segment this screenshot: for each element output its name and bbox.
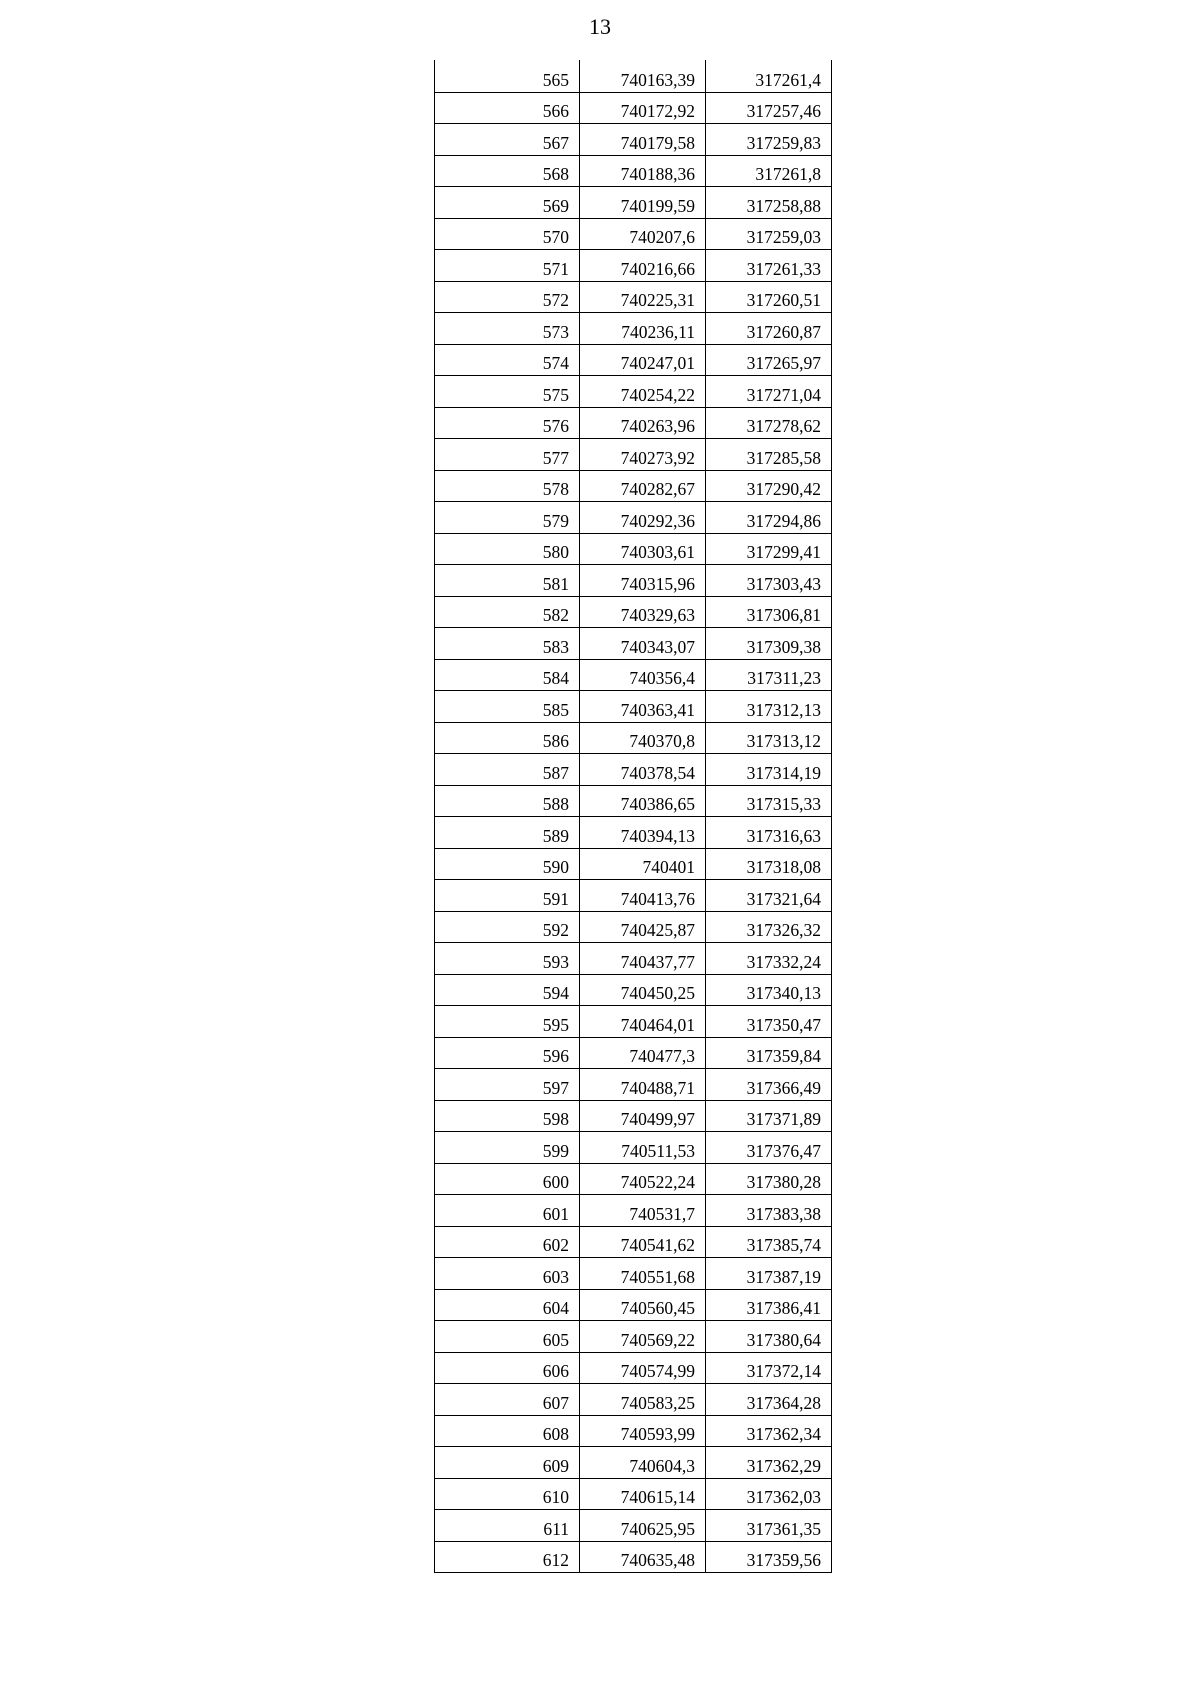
y-coordinate-cell: 317371,89 (705, 1101, 831, 1132)
y-coordinate-cell: 317340,13 (705, 975, 831, 1006)
point-number-cell: 584 (542, 668, 569, 688)
y-coordinate-cell: 317359,56 (705, 1542, 831, 1573)
y-coordinate-cell: 317312,13 (705, 691, 831, 722)
x-coordinate-cell: 740477,3 (579, 1038, 705, 1069)
x-coordinate-cell: 740163,39 (579, 60, 705, 92)
page-number: 13 (589, 14, 611, 39)
table-row (435, 1163, 831, 1195)
point-number-cell: 589 (542, 825, 569, 846)
y-coordinate-cell: 317380,64 (705, 1321, 831, 1352)
y-coordinate-cell: 317259,83 (705, 124, 831, 155)
x-coordinate-cell: 740370,8 (579, 723, 705, 754)
table-row (435, 722, 831, 754)
y-coordinate-cell: 317261,33 (705, 250, 831, 281)
table-row (435, 1509, 831, 1541)
table-row (435, 375, 831, 407)
x-coordinate-cell: 740511,53 (579, 1132, 705, 1163)
x-coordinate-cell: 740583,25 (579, 1384, 705, 1415)
point-number-cell: 598 (542, 1109, 569, 1129)
x-coordinate-cell: 740450,25 (579, 975, 705, 1006)
table-row (435, 186, 831, 218)
table-row (435, 60, 831, 92)
coordinates-table (434, 60, 832, 1573)
y-coordinate-cell: 317383,38 (705, 1195, 831, 1226)
x-coordinate-cell: 740574,99 (579, 1353, 705, 1384)
y-coordinate-cell: 317294,86 (705, 502, 831, 533)
point-number-cell: 585 (542, 699, 569, 720)
x-coordinate-cell: 740236,11 (579, 313, 705, 344)
table-row (435, 470, 831, 502)
x-coordinate-cell: 740216,66 (579, 250, 705, 281)
y-coordinate-cell: 317271,04 (705, 376, 831, 407)
y-coordinate-cell: 317309,38 (705, 628, 831, 659)
table-row (435, 1005, 831, 1037)
y-coordinate-cell: 317261,8 (705, 156, 831, 187)
point-number-cell: 607 (542, 1392, 569, 1413)
y-coordinate-cell: 317321,64 (705, 880, 831, 911)
point-number-cell: 593 (542, 951, 569, 972)
table-row (435, 659, 831, 691)
x-coordinate-cell: 740386,65 (579, 786, 705, 817)
table-row (435, 249, 831, 281)
point-number-cell: 605 (542, 1329, 569, 1350)
table-row (435, 974, 831, 1006)
y-coordinate-cell: 317299,41 (705, 534, 831, 565)
y-coordinate-cell: 317376,47 (705, 1132, 831, 1163)
y-coordinate-cell: 317315,33 (705, 786, 831, 817)
y-coordinate-cell: 317265,97 (705, 345, 831, 376)
y-coordinate-cell: 317364,28 (705, 1384, 831, 1415)
table-row (435, 501, 831, 533)
x-coordinate-cell: 740225,31 (579, 282, 705, 313)
y-coordinate-cell: 317306,81 (705, 597, 831, 628)
table-row (435, 155, 831, 187)
y-coordinate-cell: 317316,63 (705, 817, 831, 848)
point-number-cell: 604 (542, 1298, 569, 1318)
x-coordinate-cell: 740499,97 (579, 1101, 705, 1132)
table-row (435, 942, 831, 974)
x-coordinate-cell: 740604,3 (579, 1447, 705, 1478)
x-coordinate-cell: 740199,59 (579, 187, 705, 218)
table-row (435, 1257, 831, 1289)
x-coordinate-cell: 740569,22 (579, 1321, 705, 1352)
y-coordinate-cell: 317258,88 (705, 187, 831, 218)
table-row (435, 1289, 831, 1321)
y-coordinate-cell: 317380,28 (705, 1164, 831, 1195)
x-coordinate-cell: 740394,13 (579, 817, 705, 848)
y-coordinate-cell: 317385,74 (705, 1227, 831, 1258)
x-coordinate-cell: 740531,7 (579, 1195, 705, 1226)
x-coordinate-cell: 740282,67 (579, 471, 705, 502)
x-coordinate-cell: 740273,92 (579, 439, 705, 470)
point-number-cell: 577 (542, 447, 569, 468)
x-coordinate-cell: 740593,99 (579, 1416, 705, 1447)
y-coordinate-cell: 317257,46 (705, 93, 831, 124)
table-row (435, 92, 831, 124)
y-coordinate-cell: 317318,08 (705, 849, 831, 880)
table-row (435, 123, 831, 155)
point-number-cell: 601 (542, 1203, 569, 1224)
point-number-cell: 574 (542, 353, 569, 373)
table-row (435, 596, 831, 628)
point-number-cell: 580 (542, 542, 569, 562)
point-number-cell: 600 (542, 1172, 569, 1192)
point-number-cell: 578 (542, 479, 569, 499)
x-coordinate-cell: 740437,77 (579, 943, 705, 974)
x-coordinate-cell: 740179,58 (579, 124, 705, 155)
x-coordinate-cell: 740343,07 (579, 628, 705, 659)
table-row (435, 1320, 831, 1352)
y-coordinate-cell: 317350,47 (705, 1006, 831, 1037)
point-number-cell: 565 (542, 69, 569, 90)
point-number-cell: 582 (542, 605, 569, 625)
table-row (435, 1415, 831, 1447)
x-coordinate-cell: 740378,54 (579, 754, 705, 785)
point-number-cell: 571 (542, 258, 569, 279)
y-coordinate-cell: 317303,43 (705, 565, 831, 596)
x-coordinate-cell: 740541,62 (579, 1227, 705, 1258)
point-number-cell: 612 (542, 1550, 569, 1570)
x-coordinate-cell: 740522,24 (579, 1164, 705, 1195)
y-coordinate-cell: 317362,34 (705, 1416, 831, 1447)
x-coordinate-cell: 740303,61 (579, 534, 705, 565)
table-row (435, 312, 831, 344)
table-row (435, 533, 831, 565)
point-number-cell: 575 (542, 384, 569, 405)
table-row (435, 911, 831, 943)
x-coordinate-cell: 740292,36 (579, 502, 705, 533)
y-coordinate-cell: 317386,41 (705, 1290, 831, 1321)
table-row (435, 879, 831, 911)
table-row (435, 690, 831, 722)
table-row (435, 564, 831, 596)
x-coordinate-cell: 740413,76 (579, 880, 705, 911)
point-number-cell: 569 (542, 195, 569, 216)
table-row (435, 1383, 831, 1415)
x-coordinate-cell: 740172,92 (579, 93, 705, 124)
y-coordinate-cell: 317314,19 (705, 754, 831, 785)
table-row (435, 1352, 831, 1384)
point-number-cell: 566 (542, 101, 569, 121)
y-coordinate-cell: 317362,03 (705, 1479, 831, 1510)
point-number-cell: 567 (542, 132, 569, 153)
table-row (435, 1131, 831, 1163)
y-coordinate-cell: 317285,58 (705, 439, 831, 470)
point-number-cell: 568 (542, 164, 569, 184)
point-number-cell: 583 (542, 636, 569, 657)
y-coordinate-cell: 317260,51 (705, 282, 831, 313)
table-row (435, 1037, 831, 1069)
point-number-cell: 576 (542, 416, 569, 436)
x-coordinate-cell: 740625,95 (579, 1510, 705, 1541)
x-coordinate-cell: 740315,96 (579, 565, 705, 596)
point-number-cell: 570 (542, 227, 569, 247)
y-coordinate-cell: 317261,4 (705, 60, 831, 92)
table-row (435, 344, 831, 376)
table-row (435, 785, 831, 817)
x-coordinate-cell: 740247,01 (579, 345, 705, 376)
x-coordinate-cell: 740425,87 (579, 912, 705, 943)
point-number-cell: 608 (542, 1424, 569, 1444)
y-coordinate-cell: 317372,14 (705, 1353, 831, 1384)
x-coordinate-cell: 740329,63 (579, 597, 705, 628)
table-row (435, 1226, 831, 1258)
point-number-cell: 609 (542, 1455, 569, 1476)
x-coordinate-cell: 740560,45 (579, 1290, 705, 1321)
y-coordinate-cell: 317366,49 (705, 1069, 831, 1100)
table-row (435, 281, 831, 313)
y-coordinate-cell: 317326,32 (705, 912, 831, 943)
y-coordinate-cell: 317361,35 (705, 1510, 831, 1541)
table-row (435, 1478, 831, 1510)
y-coordinate-cell: 317387,19 (705, 1258, 831, 1289)
y-coordinate-cell: 317260,87 (705, 313, 831, 344)
y-coordinate-cell: 317278,62 (705, 408, 831, 439)
point-number-cell: 592 (542, 920, 569, 940)
y-coordinate-cell: 317359,84 (705, 1038, 831, 1069)
point-number-cell: 602 (542, 1235, 569, 1255)
point-number-cell: 572 (542, 290, 569, 310)
x-coordinate-cell: 740254,22 (579, 376, 705, 407)
table-row (435, 218, 831, 250)
x-coordinate-cell: 740551,68 (579, 1258, 705, 1289)
y-coordinate-cell: 317259,03 (705, 219, 831, 250)
point-number-cell: 581 (542, 573, 569, 594)
table-row (435, 438, 831, 470)
point-number-cell: 588 (542, 794, 569, 814)
table-row (435, 848, 831, 880)
table-row (435, 1194, 831, 1226)
y-coordinate-cell: 317311,23 (705, 660, 831, 691)
x-coordinate-cell: 740207,6 (579, 219, 705, 250)
point-number-cell: 591 (542, 888, 569, 909)
x-coordinate-cell: 740488,71 (579, 1069, 705, 1100)
point-number-cell: 595 (542, 1014, 569, 1035)
point-number-cell: 611 (543, 1518, 569, 1539)
table-row (435, 1446, 831, 1478)
table-row (435, 1541, 831, 1573)
x-coordinate-cell: 740635,48 (579, 1542, 705, 1573)
x-coordinate-cell: 740401 (579, 849, 705, 880)
x-coordinate-cell: 740464,01 (579, 1006, 705, 1037)
point-number-cell: 586 (542, 731, 569, 751)
point-number-cell: 610 (542, 1487, 569, 1507)
x-coordinate-cell: 740356,4 (579, 660, 705, 691)
point-number-cell: 594 (542, 983, 569, 1003)
point-number-cell: 573 (542, 321, 569, 342)
table-row (435, 1100, 831, 1132)
x-coordinate-cell: 740615,14 (579, 1479, 705, 1510)
point-number-cell: 587 (542, 762, 569, 783)
y-coordinate-cell: 317290,42 (705, 471, 831, 502)
x-coordinate-cell: 740263,96 (579, 408, 705, 439)
table-row (435, 816, 831, 848)
x-coordinate-cell: 740363,41 (579, 691, 705, 722)
point-number-cell: 603 (542, 1266, 569, 1287)
y-coordinate-cell: 317313,12 (705, 723, 831, 754)
point-number-cell: 596 (542, 1046, 569, 1066)
table-row (435, 1068, 831, 1100)
y-coordinate-cell: 317332,24 (705, 943, 831, 974)
point-number-cell: 599 (542, 1140, 569, 1161)
point-number-cell: 606 (542, 1361, 569, 1381)
table-row (435, 753, 831, 785)
point-number-cell: 590 (542, 857, 569, 877)
point-number-cell: 579 (542, 510, 569, 531)
x-coordinate-cell: 740188,36 (579, 156, 705, 187)
y-coordinate-cell: 317362,29 (705, 1447, 831, 1478)
table-row (435, 407, 831, 439)
point-number-cell: 597 (542, 1077, 569, 1098)
table-row (435, 627, 831, 659)
